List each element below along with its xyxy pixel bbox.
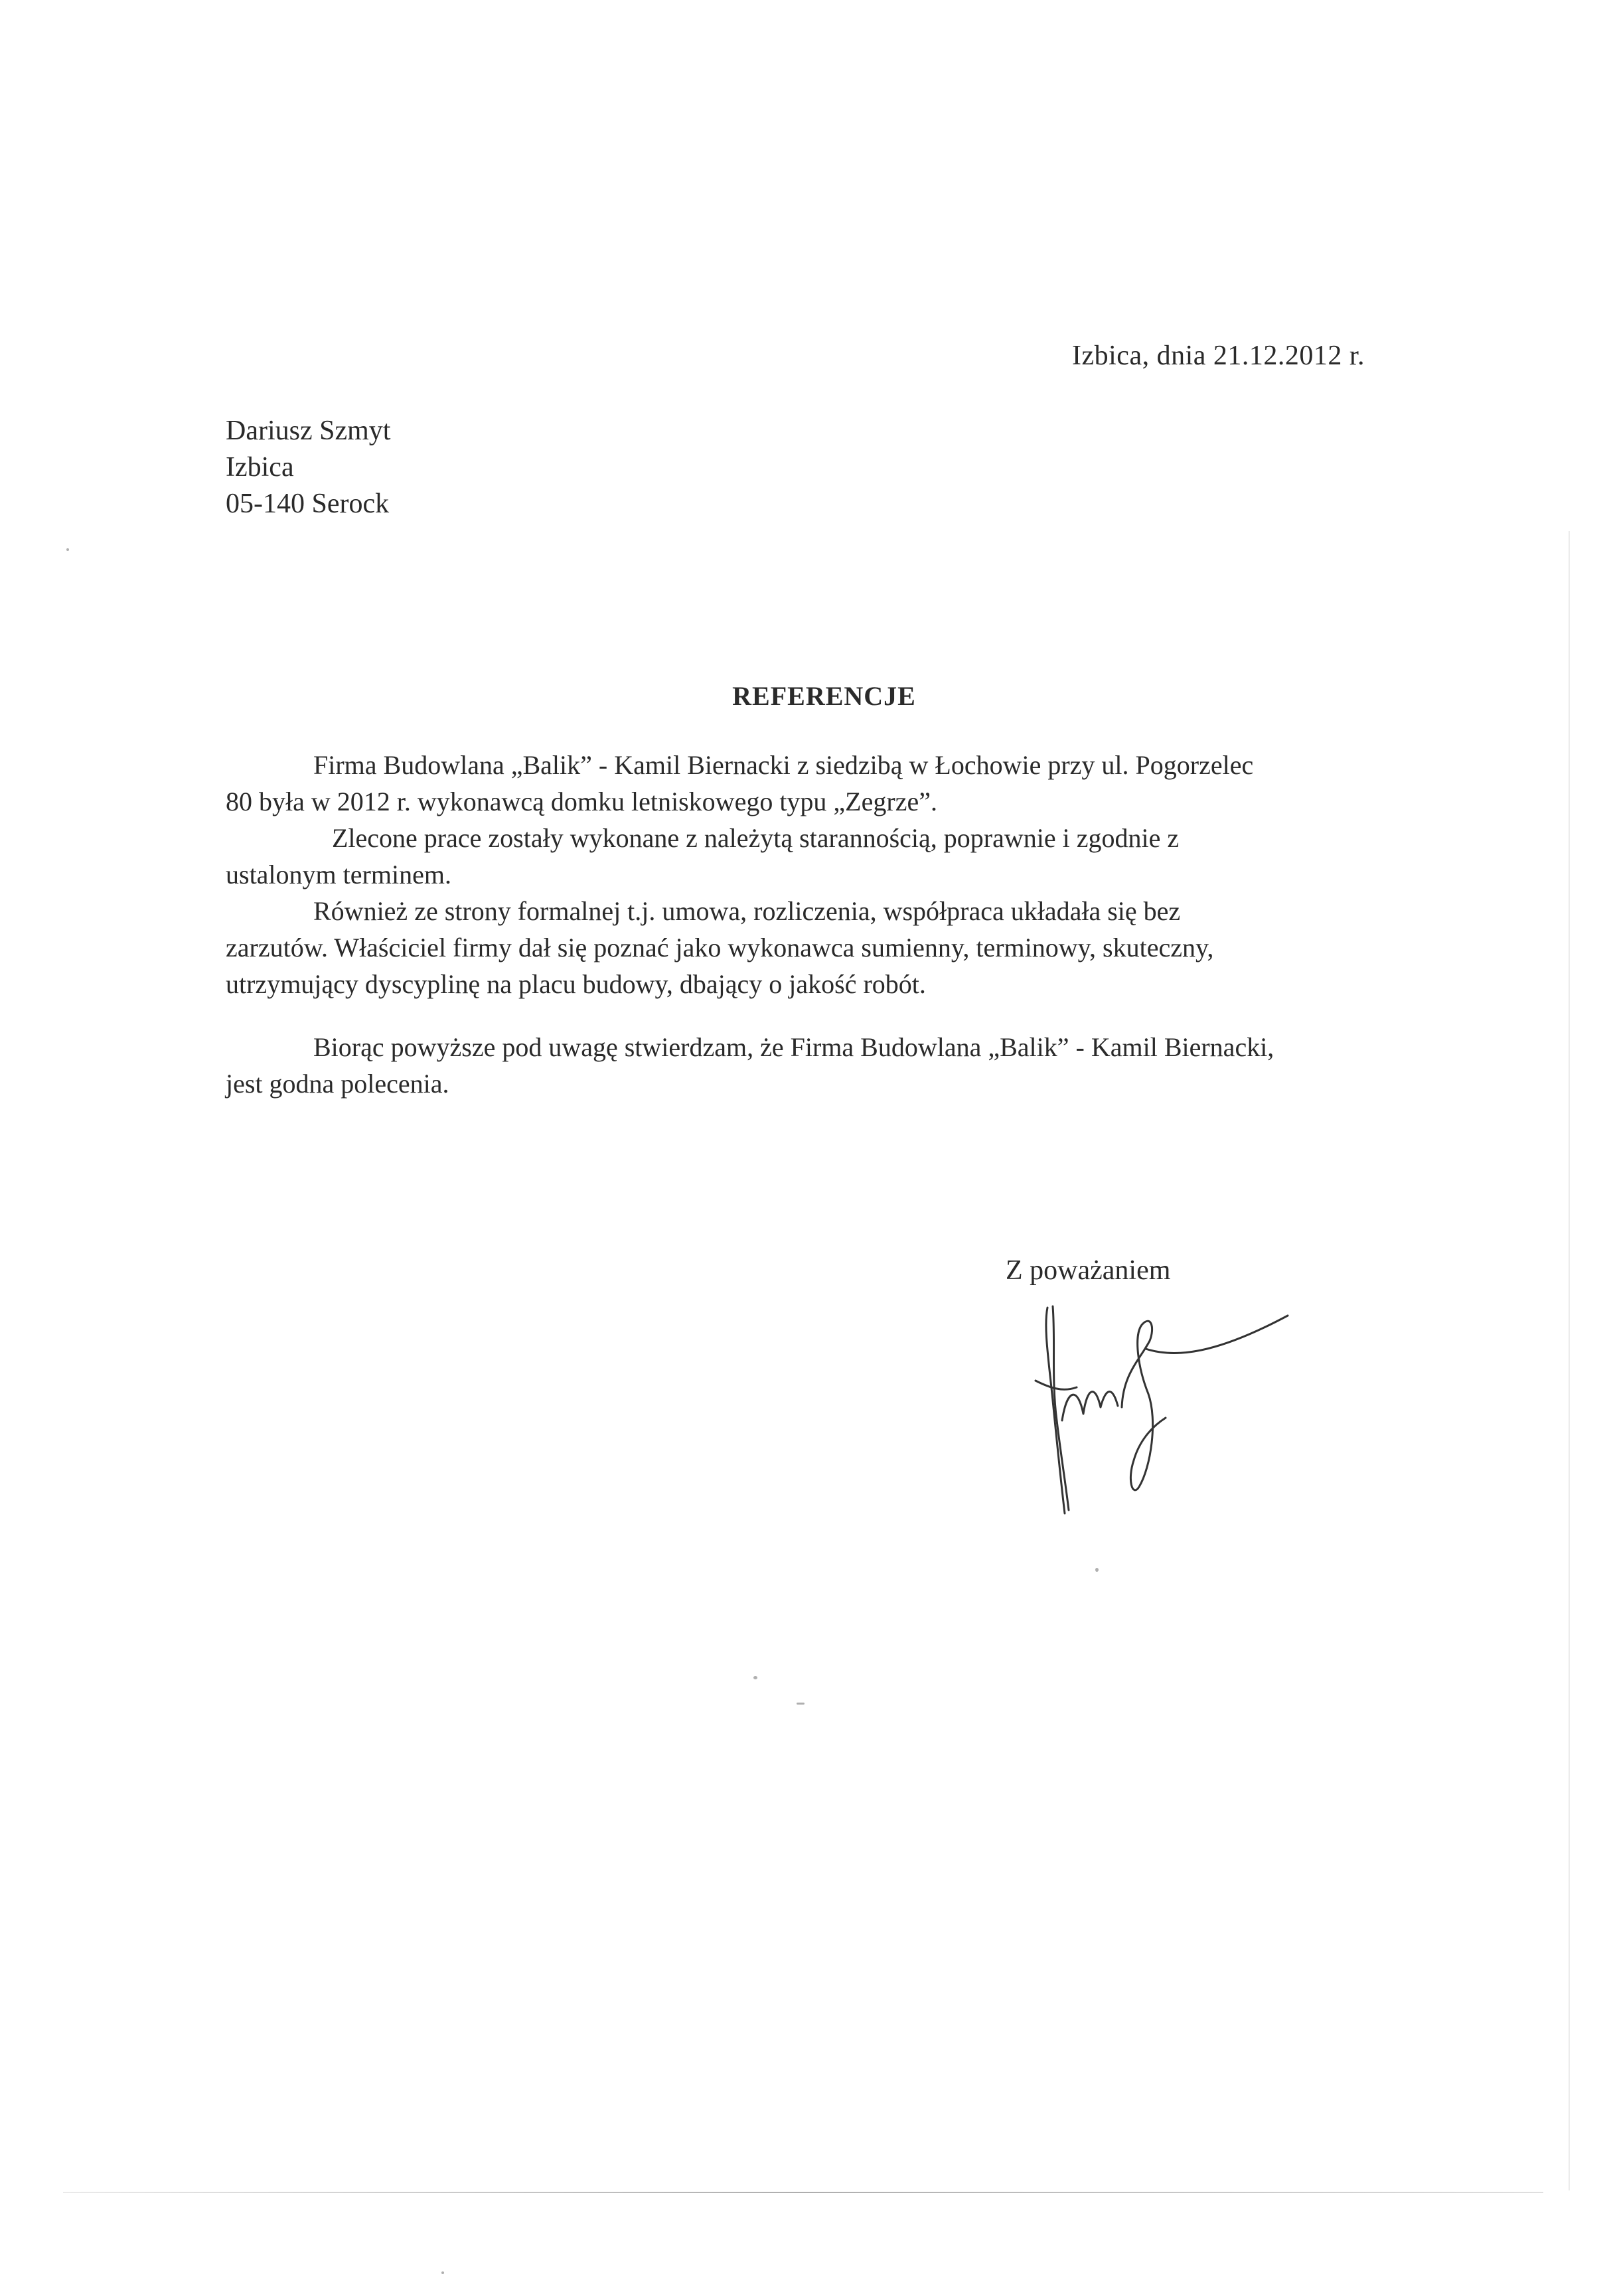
body-line: Również ze strony formalnej t.j. umowa, rozliczenia, współpraca układała się bez — [313, 896, 1181, 926]
scan-speck — [441, 2271, 444, 2274]
body-line: utrzymujący dyscyplinę na placu budowy, dbający o jakość robót. — [226, 969, 926, 999]
handwritten-signature — [1009, 1288, 1314, 1527]
scan-speck — [797, 1703, 805, 1705]
body-line: jest godna polecenia. — [226, 1069, 449, 1099]
recipient-postal: 05-140 Serock — [226, 489, 390, 519]
body-line: Zlecone prace zostały wykonane z należytą starannością, poprawnie i zgodnie z — [332, 823, 1180, 853]
body-line: zarzutów. Właściciel firmy dał się poznać jako wykonawca sumienny, terminowy, skuteczny, — [226, 933, 1214, 962]
recipient-name: Dariusz Szmyt — [226, 416, 391, 446]
document-title: REFERENCJE — [732, 681, 916, 711]
scan-speck — [753, 1676, 757, 1679]
scan-bottom-line — [63, 2192, 1543, 2193]
recipient-address — [226, 413, 390, 522]
document-date: Izbica, dnia 21.12.2012 r. — [1072, 341, 1365, 371]
recipient-locality: Izbica — [226, 452, 294, 483]
paragraph-gap — [226, 1002, 1381, 1029]
body-line: ustalonym terminem. — [226, 860, 451, 889]
letter-body — [226, 747, 1381, 1102]
body-line: 80 była w 2012 r. wykonawcą domku letniskowego typu „Zegrze”. — [226, 787, 937, 816]
closing-salutation: Z poważaniem — [1006, 1255, 1171, 1286]
body-line: Biorąc powyższe pod uwagę stwierdzam, że Firma Budowlana „Balik” - Kamil Biernacki, — [313, 1032, 1274, 1062]
scan-edge-mark — [1569, 531, 1570, 2190]
body-line: Firma Budowlana „Balik” - Kamil Biernacki z siedzibą w Łochowie przy ul. Pogorzelec — [313, 750, 1254, 780]
scan-speck — [1095, 1568, 1099, 1572]
scan-speck — [66, 548, 69, 551]
